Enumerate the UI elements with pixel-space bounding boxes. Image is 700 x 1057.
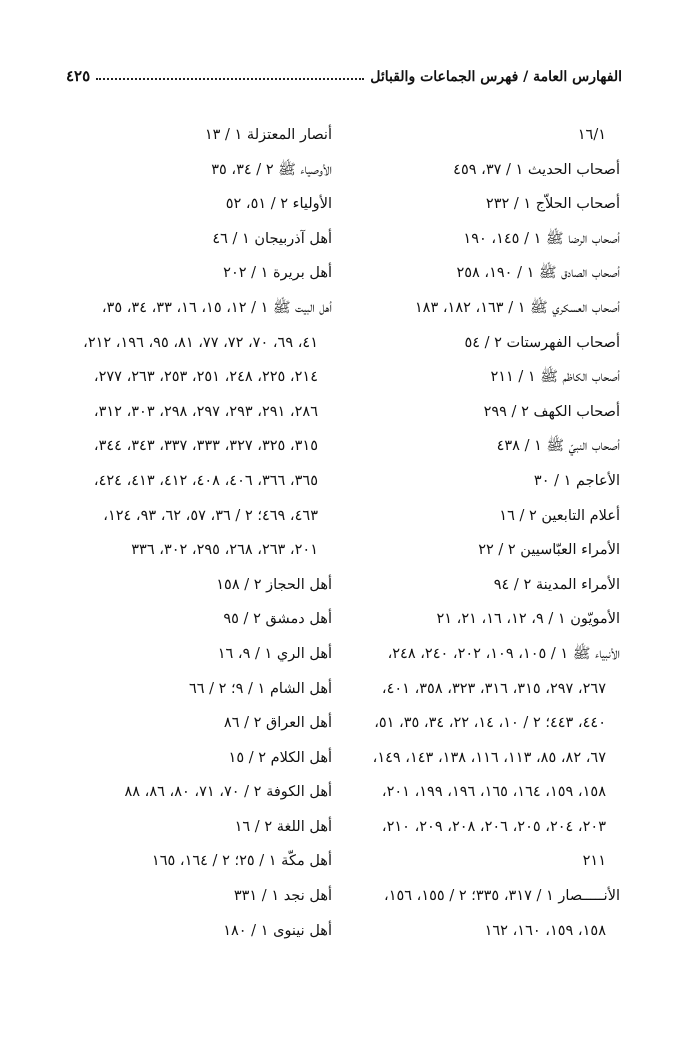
index-entry-continuation: ٢٠٣، ٢٠٤، ٢٠٥، ٢٠٦، ٢٠٨، ٢٠٩، ٢١٠،: [381, 818, 606, 835]
index-entry: أهل اللغة ٢ / ١٦: [234, 818, 332, 835]
header-title: الفهارس العامة / فهرس الجماعات والقبائل: [370, 69, 622, 85]
index-entry: الأعاجم ١ / ٣٠: [533, 472, 620, 489]
index-entry: أهل الكوفة ٢ / ٧٠، ٧١، ٨٠، ٨٦، ٨٨: [124, 784, 332, 801]
index-column-right: [355, 118, 620, 948]
index-entry: أهل الري ١ / ٩، ١٦: [217, 645, 332, 662]
page-number: ٤٢٥: [66, 67, 91, 85]
index-entry: أهل دمشق ٢ / ٩٥: [223, 611, 332, 628]
index-entry-continuation: ٦٧، ٨٢، ٨٥، ١١٣، ١١٦، ١٣٨، ١٤٣، ١٤٩،: [372, 749, 606, 766]
index-entry-continuation: ٤٤٠، ٤٤٣؛ ٢ / ١٠، ١٤، ٢٢، ٣٤، ٣٥، ٥١،: [374, 715, 606, 732]
index-entry-continuation: ٢١٤، ٢٢٥، ٢٤٨، ٢٥١، ٢٥٣، ٢٦٣، ٢٧٧،: [93, 369, 318, 386]
index-entry: أهل العراق ٢ / ٨٦: [223, 715, 332, 732]
index-entry: الأمويّون ١ / ٩، ١٢، ١٦، ٢١، ٢١: [436, 611, 620, 628]
running-header: [66, 63, 622, 85]
index-entry: الأمراء المدينة ٢ / ٩٤: [493, 576, 620, 593]
index-entry: أهل البيت ﷺ ١ / ١٢، ١٥، ١٦، ٣٣، ٣٤، ٣٥،: [101, 299, 332, 316]
index-entry: الأمراء العبّاسيين ٢ / ٢٢: [478, 542, 620, 559]
index-entry: أصحاب الكاظم ﷺ ١ / ٢١١: [490, 369, 620, 386]
index-entry: الأنبياء ﷺ ١ / ١٠٥، ١٠٩، ٢٠٢، ٢٤٠، ٢٤٨،: [387, 645, 620, 662]
index-entry-continuation: ٣٦٥، ٣٦٦، ٤٠٦، ٤٠٨، ٤١٢، ٤١٣، ٤٢٤،: [93, 472, 318, 489]
index-entry: أصحاب العسكري ﷺ ١ / ١٦٣، ١٨٢، ١٨٣: [414, 299, 620, 316]
index-entry: أصحاب الفهرستات ٢ / ٥٤: [464, 334, 620, 351]
index-entry-continuation: ٢٠١، ٢٦٣، ٢٦٨، ٢٩٥، ٣٠٢، ٣٣٦: [131, 542, 318, 559]
index-entry: أصحاب النبيّ ﷺ ١ / ٤٣٨: [496, 438, 620, 455]
index-entry-continuation: ١٥٨، ١٥٩، ١٦٠، ١٦٢: [484, 922, 606, 939]
index-entry-continuation: ٢٨٦، ٢٩١، ٢٩٣، ٢٩٧، ٢٩٨، ٣٠٣، ٣١٢،: [93, 403, 318, 420]
index-entry-continuation: ٤٦٣، ٤٦٩؛ ٢ / ٣٦، ٥٧، ٦٢، ٩٣، ١٢٤،: [103, 507, 318, 524]
index-entry: أعلام التابعين ٢ / ١٦: [499, 507, 620, 524]
index-entry: الأنـــــصار ١ / ٣١٧، ٣٣٥؛ ٢ / ١٥٥، ١٥٦،: [384, 888, 620, 905]
leader-dots: [96, 78, 364, 80]
index-entry: أهل نينوى ١ / ١٨٠: [223, 922, 332, 939]
index-entry: أصحاب الكهف ٢ / ٢٩٩: [483, 403, 620, 420]
index-entry-continuation: ٤١، ٦٩، ٧٠، ٧٢، ٧٧، ٨١، ٩٥، ١٩٦، ٢١٢،: [83, 334, 318, 351]
index-entry: أهل نجد ١ / ٣٣١: [233, 888, 332, 905]
index-entry: أنصار المعتزلة ١ / ١٣: [204, 127, 332, 143]
index-entry-continuation: ٣١٥، ٣٢٥، ٣٢٧، ٣٣٣، ٣٣٧، ٣٤٣، ٣٤٤،: [93, 438, 318, 455]
index-entry: أهل مكّة ١ / ٢٥؛ ٢ / ١٦٤، ١٦٥: [151, 853, 332, 870]
index-entry-continuation: ١٥٨، ١٥٩، ١٦٤، ١٦٥، ١٩٦، ١٩٩، ٢٠١،: [381, 784, 606, 801]
index-entry: أصحاب الصادق ﷺ ١ / ١٩٠، ٢٥٨: [456, 265, 620, 282]
index-entry: أهل الشام ١ / ٩؛ ٢ / ٦٦: [188, 680, 332, 697]
index-entry: أصحاب الحلاّج ١ / ٢٣٢: [485, 196, 620, 213]
index-entry: أصحاب الرضا ﷺ ١ / ١٤٥، ١٩٠: [463, 230, 620, 247]
index-entry: الأولياء ٢ / ٥١، ٥٢: [225, 196, 332, 213]
index-entry: أصحاب الحديث ١ / ٣٧، ٤٥٩: [453, 161, 620, 178]
index-entry-continuation: ١٦/١: [577, 127, 606, 143]
index-column-left: [60, 118, 332, 948]
index-entry-continuation: ٢١١: [582, 853, 606, 870]
index-entry-continuation: ٢٦٧، ٢٩٧، ٣١٥، ٣١٦، ٣٢٣، ٣٥٨، ٤٠١،: [381, 680, 606, 697]
index-entry: أهل آذربيجان ١ / ٤٦: [212, 230, 332, 247]
index-entry: الأوصياء ﷺ ٢ / ٣٤، ٣٥: [211, 161, 332, 178]
index-entry: أهل الحجاز ٢ / ١٥٨: [216, 576, 332, 593]
index-entry: أهل بريرة ١ / ٢٠٢: [223, 265, 332, 282]
index-entry: أهل الكلام ٢ / ١٥: [228, 749, 332, 766]
